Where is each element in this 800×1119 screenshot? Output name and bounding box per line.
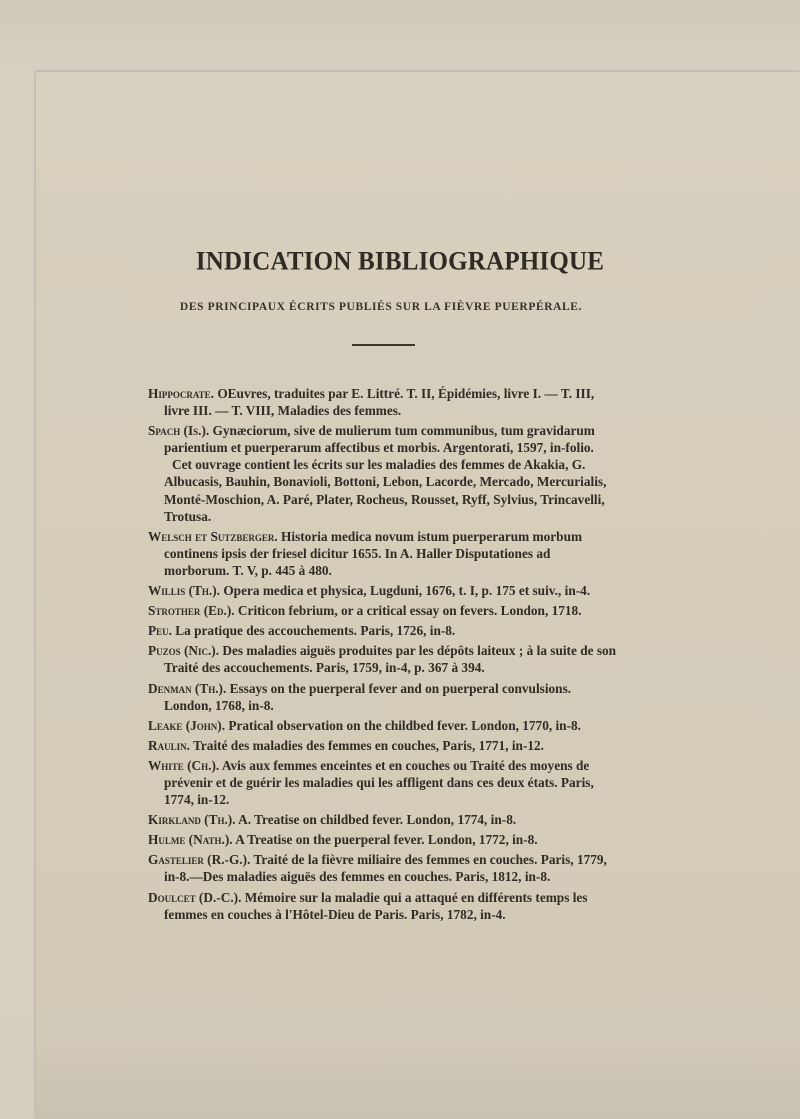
title-divider <box>352 344 415 346</box>
bibliography-entry <box>148 642 618 676</box>
bibliography-entry <box>148 528 618 579</box>
entry-text: Des maladies aiguës produites par les dépôts laiteux ; à la suite de son Traité des accouchements. Paris, 1759, in-4, p. 367 à 394. <box>164 643 617 676</box>
entry-note: Cet ouvrage contient les écrits sur les maladies des femmes de Akakia, G. Albucasis, Bauhin, Bonavioli, Bottoni, Lebon, Lacorde, Mercado, Mercurialis, Monté-Moschion, A. Paré, Plater, Rocheus, Rousset, Ryff, Sylvius, Trincavelli, Trotusa. <box>164 457 607 524</box>
entry-text: A. Treatise on childbed fever. London, 1774, in-8. <box>235 812 517 828</box>
page-title: INDICATION BIBLIOGRAPHIQUE <box>195 247 605 276</box>
entry-text: Criticon febrium, or a critical essay on fevers. London, 1718. <box>234 603 582 619</box>
entry-text: La pratique des accouchements. Paris, 1726, in-8. <box>171 623 456 639</box>
entry-author: Spach (Is.). <box>148 423 210 439</box>
bibliography-entry <box>148 602 618 619</box>
entry-author: Welsch et Sutzberger. <box>148 528 278 544</box>
entry-text: Traité des maladies des femmes en couches, Paris, 1771, in-12. <box>189 737 544 753</box>
bibliography-entry <box>148 385 618 419</box>
bibliography-entry <box>148 717 618 734</box>
bibliography-entry <box>148 811 618 828</box>
entry-author: Puzos (Nic.). <box>148 643 220 659</box>
entry-text: Avis aux femmes enceintes et en couches ou Traité des moyens de prévenir et de guérir les maladies qui les affligent dans ces deux états. Paris, 1774, in-12. <box>164 757 594 808</box>
entry-author: Leake (John). <box>148 717 226 733</box>
bibliography-entry <box>148 422 618 525</box>
entry-text: Essays on the puerperal fever and on puerperal convulsions. London, 1768, in-8. <box>164 680 572 713</box>
entry-author: Hippocrate. <box>148 386 215 401</box>
bibliography-entry <box>148 757 618 808</box>
bibliography-entry <box>148 582 618 599</box>
bibliography-entry <box>148 737 618 754</box>
entry-text: Opera medica et physica, Lugduni, 1676, t. I, p. 175 et suiv., in-4. <box>220 583 591 599</box>
entry-author: Gastelier (R.-G.). <box>148 852 251 868</box>
entry-text: Mémoire sur la maladie qui a attaqué en différents temps les femmes en couches à l'Hôtel-Dieu de Paris. Paris, 1782, in-4. <box>164 889 588 922</box>
entry-author: Kirkland (Th.). <box>148 812 236 828</box>
entry-text: OEuvres, traduites par E. Littré. T. II, Épidémies, livre I. — T. III, livre III. — T. VIII, Maladies des femmes. <box>164 386 595 419</box>
entry-text: Pratical observation on the childbed fever. London, 1770, in-8. <box>225 717 581 733</box>
entry-author: Raulin. <box>148 737 190 753</box>
entry-text: A Treatise on the puerperal fever. London, 1772, in-8. <box>232 832 538 848</box>
bibliography-entry <box>148 889 618 923</box>
entry-author: Hulme (Nath.). <box>148 832 233 848</box>
bibliography-entry <box>148 831 618 848</box>
page-subtitle: DES PRINCIPAUX ÉCRITS PUBLIÉS SUR LA FIÈVRE PUERPÉRALE. <box>179 301 583 313</box>
entry-text: Traité de la fièvre miliaire des femmes en couches. Paris, 1779, in-8.—Des maladies aiguës des femmes en couches. Paris, 1812, in-8. <box>164 852 607 885</box>
entry-author: Willis (Th.). <box>148 583 221 599</box>
entry-author: Peu. <box>148 623 172 639</box>
entry-author: White (Ch.). <box>148 757 220 773</box>
bibliography-entry <box>148 851 618 885</box>
bibliography-entry <box>148 680 618 714</box>
bibliography-entry <box>148 622 618 639</box>
entry-author: Doulcet (D.-C.). <box>148 889 242 905</box>
bibliography-list <box>148 385 618 926</box>
entry-text: Gynæciorum, sive de mulierum tum communibus, tum gravidarum parientium et puerperarum affectibus et morbis. Argentorati, 1597, in-folio. <box>164 423 595 456</box>
entry-author: Strother (Ed.). <box>148 603 235 619</box>
entry-author: Denman (Th.). <box>148 680 227 696</box>
entry-text: Historia medica novum istum puerperarum morbum continens ipsis der friesel dicitur 1655. In A. Haller Disputationes ad morborum. T. V, p. 445 à 480. <box>164 528 583 578</box>
